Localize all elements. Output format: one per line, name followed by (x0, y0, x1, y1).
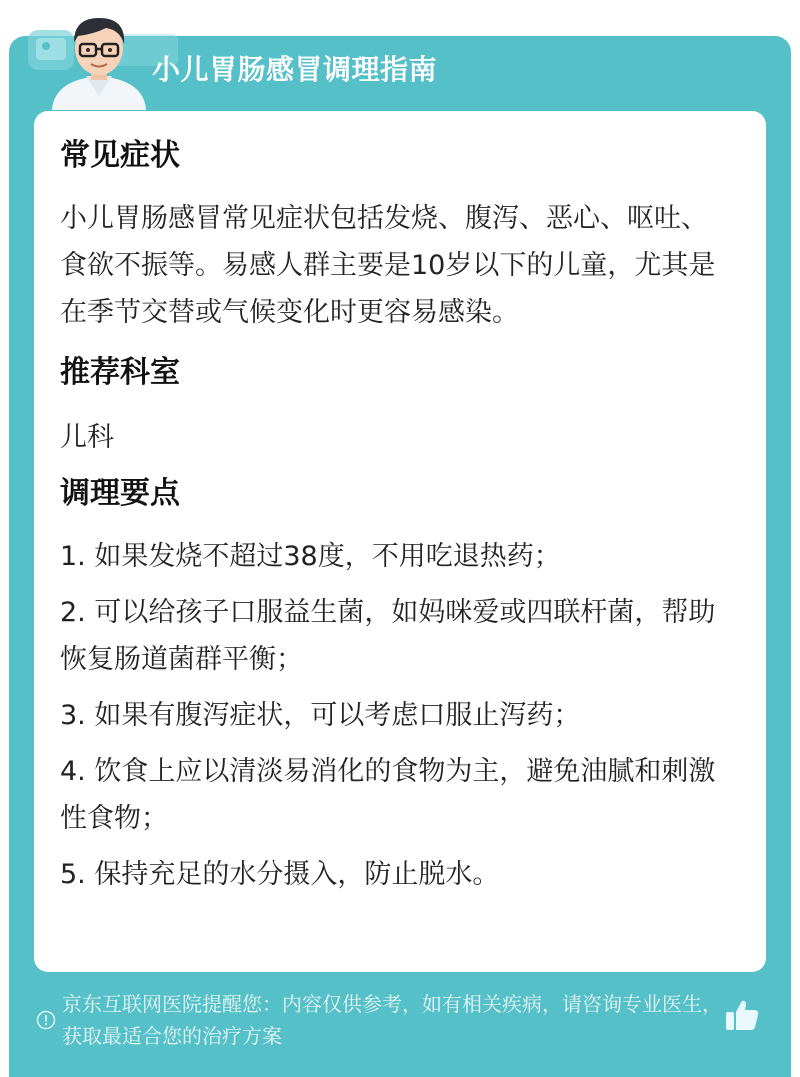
tips-heading: 调理要点 (60, 476, 180, 511)
tip-item: 4. 饮食上应以清淡易消化的食物为主，避免油腻和刺激性食物； (60, 756, 716, 834)
thumbs-up-icon[interactable] (724, 998, 760, 1032)
page-title: 小儿胃肠感冒调理指南 (152, 53, 438, 86)
info-icon (36, 1010, 56, 1030)
symptoms-text: 小儿胃肠感冒常见症状包括发烧、腹泻、恶心、呕吐、食欲不振等。易感人群主要是10岁以下的儿童，尤其是在季节交替或气候变化时更容易感染。 (60, 203, 716, 328)
content-card (34, 111, 766, 972)
symptoms-heading: 常见症状 (60, 138, 180, 173)
tip-item: 5. 保持充足的水分摄入，防止脱水。 (60, 859, 500, 890)
content-body (60, 135, 730, 914)
department-text: 儿科 (60, 422, 114, 453)
disclaimer-text: 京东互联网医院提醒您：内容仅供参考，如有相关疾病，请咨询专业医生，获取最适合您的治疗方案 (62, 992, 722, 1048)
tip-item: 1. 如果发烧不超过38度，不用吃退热药； (60, 541, 561, 572)
tip-item: 2. 可以给孩子口服益生菌，如妈咪爱或四联杆菌，帮助恢复肠道菌群平衡； (60, 597, 716, 675)
doctor-avatar-icon (44, 6, 154, 110)
department-heading: 推荐科室 (60, 355, 180, 390)
tips-list (60, 533, 730, 898)
tip-item: 3. 如果有腹泻症状，可以考虑口服止泻药； (60, 700, 581, 731)
footer (0, 984, 800, 1077)
